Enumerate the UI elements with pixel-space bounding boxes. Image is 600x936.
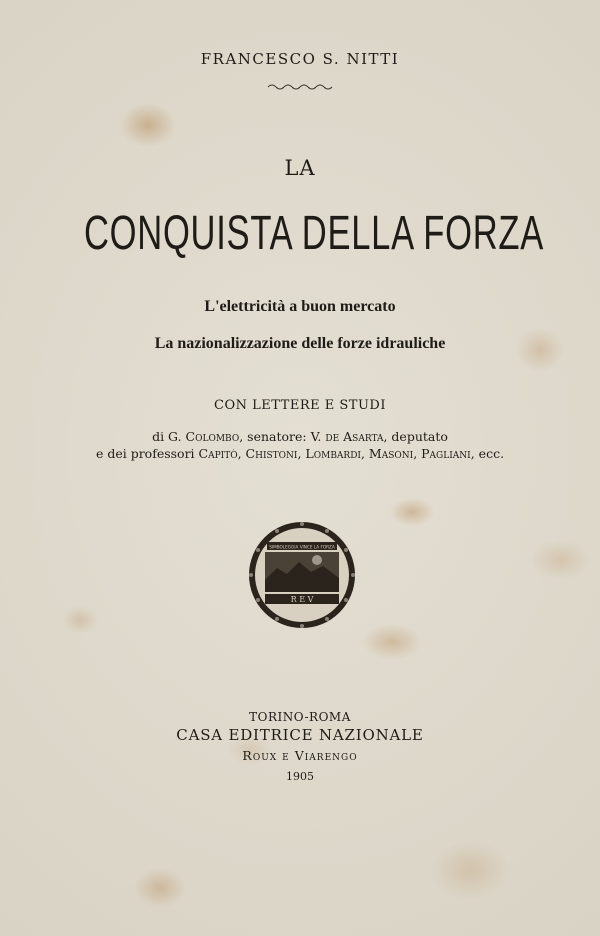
ornament-divider xyxy=(266,82,334,92)
publication-year: 1905 xyxy=(286,770,314,783)
svg-text:R E V: R E V xyxy=(290,595,314,604)
subtitle-nationalization: La nazionalizzazione delle forze idrauliche xyxy=(154,335,446,352)
publisher-city: TORINO-ROMA xyxy=(249,710,351,724)
publisher-emblem xyxy=(247,520,357,630)
publisher-imprint: Roux e Viarengo xyxy=(242,748,358,763)
subtitle-electricity: L'elettricità a buon mercato xyxy=(204,298,396,315)
book-title: CONQUISTA DELLA FORZA xyxy=(83,207,545,260)
contributions-heading: CON LETTERE E STUDI xyxy=(214,398,386,413)
publisher-name: CASA EDITRICE NAZIONALE xyxy=(176,726,424,744)
contributor-de-asarta: de Asarta xyxy=(325,429,384,444)
emblem-motto: SIMBOLEGGIA VINCE LA FORZA xyxy=(269,544,335,550)
contributors-line-2: e dei professori Capitò, Chistoni, Lombardi, Masoni, Pagliani, ecc. xyxy=(95,446,505,461)
title-article: LA xyxy=(284,156,316,180)
author-name: FRANCESCO S. NITTI xyxy=(200,50,400,68)
contributors-line-1: di G. Colombo, senatore: V. de Asarta, deputato xyxy=(152,429,448,444)
contributor-professors: Capitò, Chistoni, Lombardi, Masoni, Pagliani xyxy=(198,446,471,461)
contributor-colombo: Colombo xyxy=(185,429,240,444)
